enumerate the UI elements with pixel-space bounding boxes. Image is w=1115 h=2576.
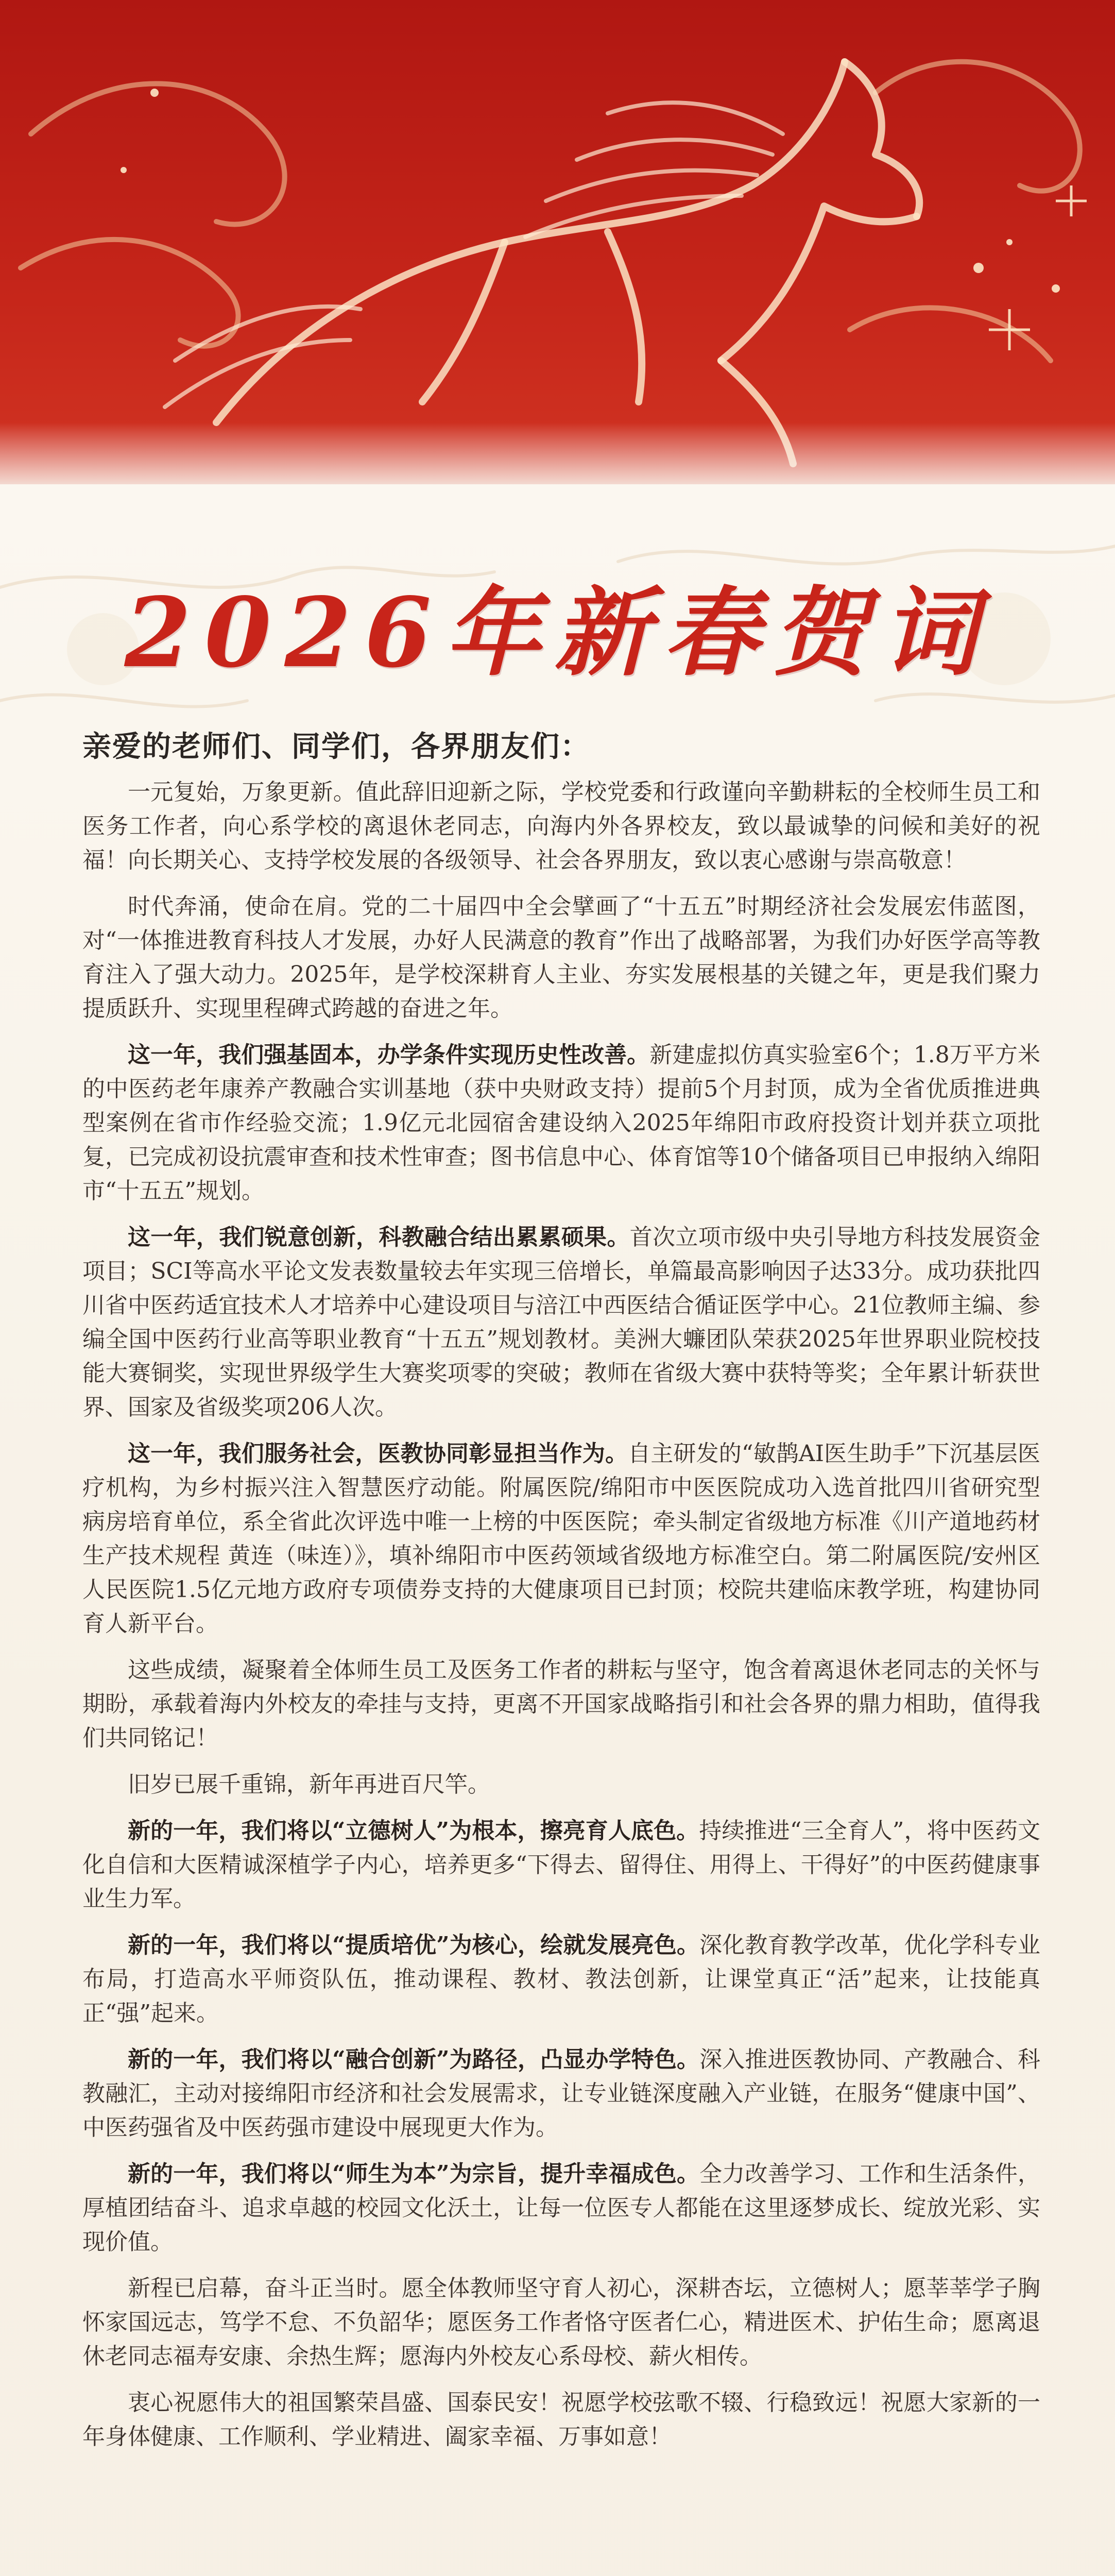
paragraph-lead: 这一年，我们锐意创新，科教融合结出累累硕果。 <box>128 1224 630 1250</box>
paragraph-text: 持续推进“三全育人”，将中医药文化自信和大医精诚深植学子内心，培养更多“下得去、留得住、用得上、干得好”的中医药健康事业生力军。 <box>82 1818 1040 1912</box>
paragraph-lead: 新的一年，我们将以“融合创新”为路径，凸显办学特色。 <box>128 2046 700 2073</box>
paragraph <box>82 1768 1040 1802</box>
paragraph-lead: 新的一年，我们将以“提质培优”为核心，绘就发展亮色。 <box>128 1932 700 1958</box>
paragraph-text: 这些成绩，凝聚着全体师生员工及医务工作者的耕耘与坚守，饱含着离退休老同志的关怀与期盼，承载着海内外校友的牵挂与支持，更离不开国家战略指引和社会各界的鼎力相助，值得我们共同铭记！ <box>82 1657 1040 1751</box>
letter-body <box>82 775 1040 2466</box>
paragraph-text: 深化教育教学改革，优化学科专业布局，打造高水平师资队伍，推动课程、教材、教法创新，让课堂真正“活”起来，让技能真正“强”起来。 <box>82 1932 1040 2026</box>
paragraph-text: 首次立项市级中央引导地方科技发展资金项目；SCI等高水平论文发表数量较去年实现三倍增长，单篇最高影响因子达33分。成功获批四川省中医药适宜技术人才培养中心建设项目与涪江中西医结合循证医学中心。21位教师主编、参编全国中医药行业高等职业教育“十五五”规划教材。美洲大蠊团队荣获2025年世界职业院校技能大赛铜奖，实现世界级学生大赛奖项零的突破；教师在省级大赛中获特等奖；全年累计斩获世界、国家及省级奖项206人次。 <box>82 1224 1041 1420</box>
paragraph <box>82 1928 1040 2030</box>
paragraph-text: 新建虚拟仿真实验室6个；1.8万平方米的中医药老年康养产教融合实训基地（获中央财政支持）提前5个月封顶，成为全省优质推进典型案例在省市作经验交流；1.9亿元北园宿舍建设纳入2025年绵阳市政府投资计划并获立项批复，已完成初设抗震审查和技术性审查；图书信息中心、体育馆等10个储备项目已申报纳入绵阳市“十五五”规划。 <box>82 1042 1041 1204</box>
paragraph-text: 深入推进医教协同、产教融合、科教融汇，主动对接绵阳市经济和社会发展需求，让专业链深度融入产业链，在服务“健康中国”、中医药强省及中医药强市建设中展现更大作为。 <box>82 2046 1040 2141</box>
paragraph-text: 时代奔涌，使命在肩。党的二十届四中全会擘画了“十五五”时期经济社会发展宏伟蓝图，对“一体推进教育科技人才发展，办好人民满意的教育”作出了战略部署，为我们办好医学高等教育注入了强大动力。2025年，是学校深耕育人主业、夯实发展根基的关键之年，更是我们聚力提质跃升、实现里程碑式跨越的奋进之年。 <box>82 893 1040 1022</box>
paragraph <box>82 2272 1040 2374</box>
paragraph-text: 自主研发的“敏鹊AI医生助手”下沉基层医疗机构，为乡村振兴注入智慧医疗动能。附属医院/绵阳市中医医院成功入选首批四川省研究型病房培育单位，系全省此次评选中唯一上榜的中医医院；牵头制定省级地方标准《川产道地药材生产技术规程 黄连（味连）》，填补绵阳市中医药领域省级地方标准空白。第二附属医院/安州区人民医院1.5亿元地方政府专项债券支持的大健康项目已封顶；校院共建临床教学班，构建协同育人新平台。 <box>82 1440 1040 1637</box>
salutation: 亲爱的老师们、同学们，各界朋友们： <box>82 730 590 764</box>
paragraph <box>82 1653 1040 1755</box>
paragraph-lead: 新的一年，我们将以“立德树人”为根本，擦亮育人底色。 <box>128 1818 699 1844</box>
paragraph <box>82 775 1040 877</box>
paragraph-lead: 新的一年，我们将以“师生为本”为宗旨，提升幸福成色。 <box>128 2161 700 2187</box>
paragraph-text: 一元复始，万象更新。值此辞旧迎新之际，学校党委和行政谨向辛勤耕耘的全校师生员工和医务工作者，向心系学校的离退休老同志，向海内外各界校友，致以最诚挚的问候和美好的祝福！向长期关心、支持学校发展的各级领导、社会各界朋友，致以衷心感谢与崇高敬意！ <box>82 779 1040 873</box>
paragraph <box>82 1437 1040 1641</box>
horse-banner-artwork <box>0 0 1115 495</box>
page-title: 2026年新春贺词 <box>124 576 991 689</box>
paragraph-lead: 这一年，我们强基固本，办学条件实现历史性改善。 <box>128 1042 650 1068</box>
banner-header <box>0 0 1115 495</box>
paragraph-text: 旧岁已展千重锦，新年再进百尺竿。 <box>128 1771 490 1798</box>
paragraph <box>82 2386 1040 2454</box>
paragraph <box>82 1814 1040 1916</box>
paragraph <box>82 1221 1040 1425</box>
paragraph-lead: 这一年，我们服务社会，医教协同彰显担当作为。 <box>128 1440 628 1467</box>
paragraph-text: 衷心祝愿伟大的祖国繁荣昌盛、国泰民安！祝愿学校弦歌不辍、行稳致远！祝愿大家新的一年身体健康、工作顺利、学业精进、阖家幸福、万事如意！ <box>82 2389 1040 2450</box>
paragraph <box>82 890 1040 1026</box>
paragraph <box>82 2157 1040 2259</box>
paragraph-text: 新程已启幕，奋斗正当时。愿全体教师坚守育人初心，深耕杏坛，立德树人；愿莘莘学子胸怀家国远志，笃学不怠、不负韶华；愿医务工作者恪守医者仁心，精进医术、护佑生命；愿离退休老同志福寿安康、余热生辉；愿海内外校友心系母校、薪火相传。 <box>82 2275 1040 2369</box>
paragraph <box>82 2043 1040 2145</box>
paragraph <box>82 1038 1040 1208</box>
paragraph-text: 全力改善学习、工作和生活条件，厚植团结奋斗、追求卓越的校园文化沃土，让每一位医专人都能在这里逐梦成长、绽放光彩、实现价值。 <box>82 2161 1040 2255</box>
